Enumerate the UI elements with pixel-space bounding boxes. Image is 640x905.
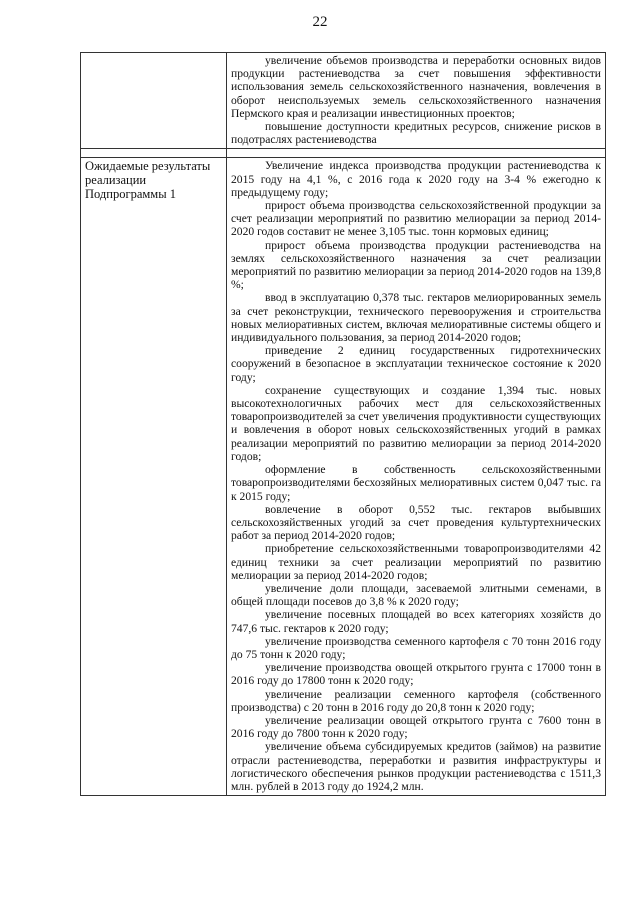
text-paragraph: приобретение сельскохозяйственными товаропроизводителями 42 единиц техники за счет реализации мероприятий по развитию мелиорации за период 2014-2020 годов; [231, 542, 601, 582]
text-paragraph: приведение 2 единиц государственных гидротехнических сооружений в безопасное в эксплуатации техническое состояние к 2020 году; [231, 344, 601, 384]
table-row [81, 53, 606, 149]
spacer-cell [227, 149, 606, 158]
text-paragraph: увеличение объема субсидируемых кредитов (займов) на развитие отрасли растениеводства, переработки и развития инфраструктуры и логистического обеспечения рынков продукции растениеводства с 1511,3 млн. рублей в 2013 году до 1924,2 млн. [231, 740, 601, 793]
text-paragraph: Увеличение индекса производства продукции растениеводства к 2015 году на 4,1 %, с 2016 года к 2020 году на 3-4 % ежегодно к предыдущему году; [231, 159, 601, 199]
text-paragraph: оформление в собственность сельскохозяйственными товаропроизводителями бесхозяйных мелиоративных систем 0,047 тыс. га к 2015 году; [231, 463, 601, 503]
text-paragraph: увеличение посевных площадей во всех категориях хозяйств до 747,6 тыс. гектаров к 2020 году; [231, 608, 601, 635]
text-paragraph: увеличение объемов производства и переработки основных видов продукции растениеводства за счет повышения эффективности использования земель сельскохозяйственного назначения, вовлечения в оборот неиспользуемых земель сельскохозяйственного назначения Пермского края и реализации инвестиционных проектов; [231, 54, 601, 120]
text-paragraph: ввод в эксплуатацию 0,378 тыс. гектаров мелиорированных земель за счет реконструкции, технического перевооружения и строительства новых мелиоративных систем, включая мелиоративные системы общего и индивидуального пользования, за период 2014-2020 годов; [231, 291, 601, 345]
subprogram-passport-table [80, 52, 606, 796]
text-paragraph: увеличение доли площади, засеваемой элитными семенами, в общей площади посевов до 3,8 % к 2020 году; [231, 581, 601, 609]
text-paragraph: прирост объема производства продукции растениеводства на землях сельскохозяйственного назначения за счет реализации мероприятий по развитию мелиорации за период 2014-2020 годов на 139,8 %; [231, 238, 601, 292]
row-label-cell [81, 53, 227, 149]
row-label-cell: Ожидаемые результаты реализации Подпрограммы 1 [81, 158, 227, 796]
text-paragraph: увеличение производства семенного картофеля с 70 тонн 2016 году до 75 тонн к 2020 году; [231, 634, 601, 661]
row-content-cell [227, 53, 606, 149]
text-paragraph: увеличение производства овощей открытого грунта с 17000 тонн в 2016 году до 17800 тонн к 2020 году; [231, 661, 601, 688]
text-paragraph: увеличение реализации овощей открытого грунта с 7600 тонн в 2016 году до 7800 тонн к 2020 году; [231, 713, 601, 741]
text-paragraph: сохранение существующих и создание 1,394 тыс. новых высокотехнологичных рабочих мест для сельскохозяйственных товаропроизводителей за счет увеличения продуктивности существующих и вовлечения в оборот новых сельскохозяйственных угодий в рамках реализации мероприятий по развитию мелиорации за период 2014-2020 годов; [231, 383, 601, 463]
page-number: 22 [312, 14, 328, 30]
text-paragraph: вовлечение в оборот 0,552 тыс. гектаров выбывших сельскохозяйственных угодий за счет проведения культуртехнических работ за период 2014-2020 годов; [231, 502, 601, 543]
text-paragraph: увеличение реализации семенного картофеля (собственного производства) с 20 тонн в 2016 году до 20,8 тонн к 2020 году; [231, 687, 601, 714]
text-paragraph: прирост объема производства сельскохозяйственной продукции за счет реализации мероприятий по развитию мелиорации за период 2014-2020 годов составит не менее 3,105 тыс. тонн кормовых единиц; [231, 199, 601, 239]
text-paragraph: повышение доступности кредитных ресурсов, снижение рисков в подотраслях растениеводства [231, 120, 601, 147]
row-content-cell [227, 158, 606, 796]
table-row [81, 158, 606, 796]
spacer-cell [81, 149, 227, 158]
table-spacer-row [81, 149, 606, 158]
